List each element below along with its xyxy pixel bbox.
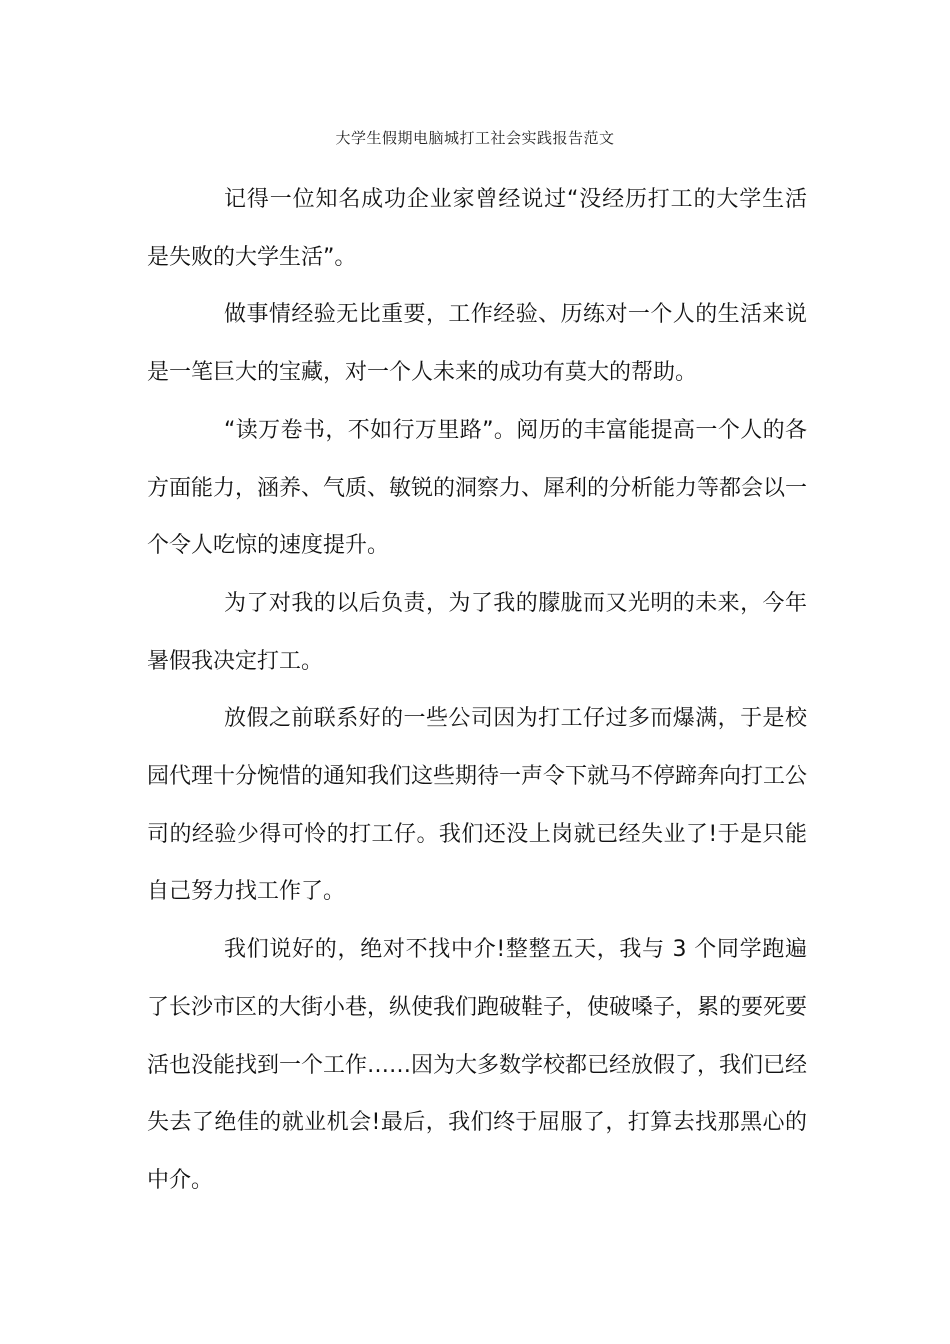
paragraph-1: 记得一位知名成功企业家曾经说过“没经历打工的大学生活是失败的大学生活”。 [147, 187, 807, 270]
paragraph-2: 做事情经验无比重要，工作经验、历练对一个人的生活来说是一笔巨大的宝藏，对一个人未来的成功有莫大的帮助。 [147, 302, 807, 386]
paragraph-4: 为了对我的以后负责，为了我的朦胧而又光明的未来，今年暑假我决定打工。 [147, 590, 807, 674]
paragraph-5: 放假之前联系好的一些公司因为打工仔过多而爆满，于是校园代理十分惋惜的通知我们这些期待一声令下就马不停蹄奔向打工公司的经验少得可怜的打工仔。我们还没上岗就已经失业了!于是只能自己努力找工作了。 [147, 706, 808, 905]
document-title: 大学生假期电脑城打工社会实践报告范文 [335, 129, 615, 147]
paragraph-3: “读万卷书，不如行万里路”。阅历的丰富能提高一个人的各方面能力，涵养、气质、敏锐的洞察力、犀利的分析能力等都会以一个令人吃惊的速度提升。 [147, 417, 808, 559]
document-body [147, 171, 807, 1210]
paragraph-6: 我们说好的，绝对不找中介!整整五天，我与 3 个同学跑遍了长沙市区的大街小巷，纵使我们跑破鞋子，使破嗓子，累的要死要活也没能找到一个工作……因为大多数学校都已经放假了，我们已经失去了绝佳的就业机会!最后，我们终于屈服了，打算去找那黑心的中介。 [147, 937, 808, 1193]
